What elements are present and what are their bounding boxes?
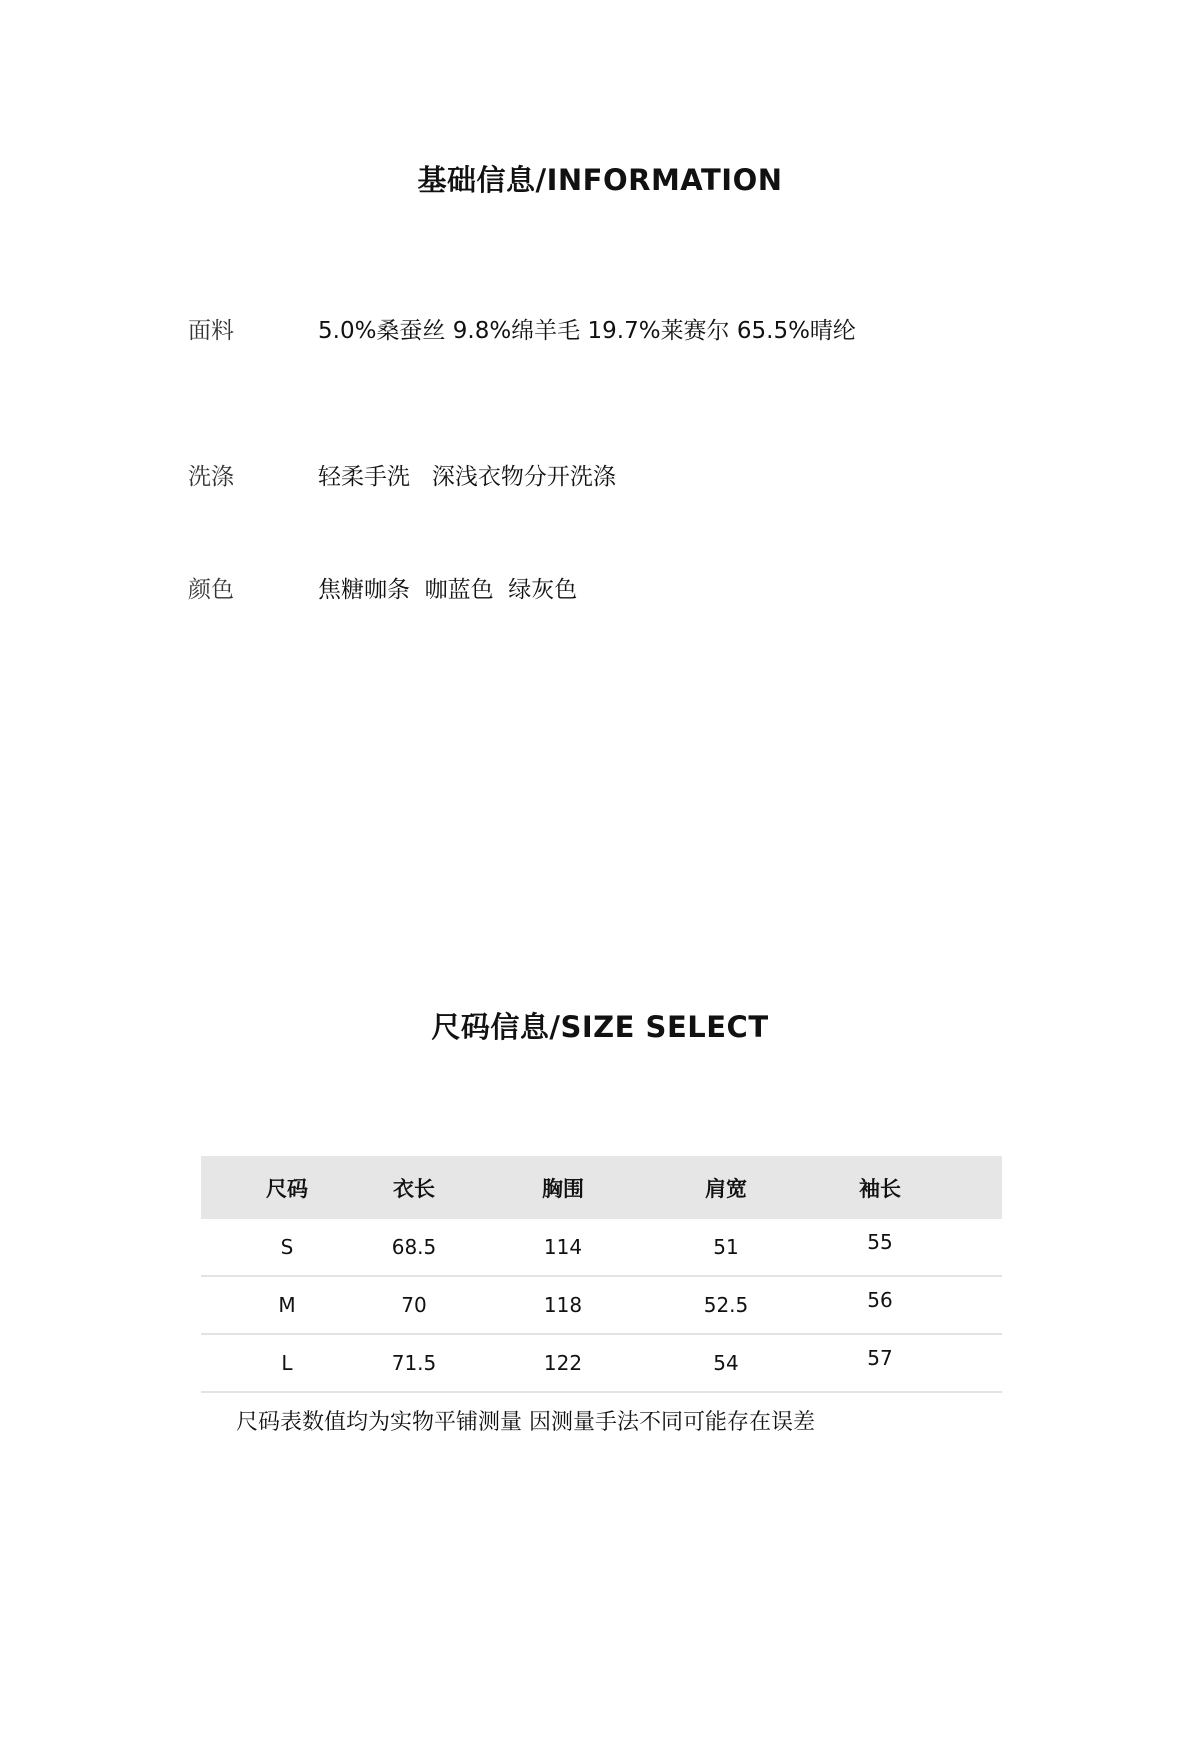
cell-chest: 114 <box>543 1235 583 1259</box>
header-sleeve: 袖长 <box>859 1176 901 1201</box>
header-chest: 胸围 <box>542 1176 584 1201</box>
cell-size: M <box>278 1293 296 1317</box>
cell-shoulder: 51 <box>713 1235 739 1259</box>
table-row <box>201 1219 1002 1277</box>
cell-sleeve: 57 <box>867 1346 893 1370</box>
table-row <box>201 1277 1002 1335</box>
cell-sleeve: 55 <box>867 1230 893 1254</box>
cell-sleeve: 56 <box>867 1288 893 1312</box>
cell-size: S <box>280 1235 294 1259</box>
color-label: 颜色 <box>188 577 234 603</box>
cell-chest: 122 <box>543 1351 583 1375</box>
size-note: 尺码表数值均为实物平铺测量 因测量手法不同可能存在误差 <box>236 1410 815 1435</box>
wash-label: 洗涤 <box>188 464 234 490</box>
size-section-title: 尺码信息/SIZE SELECT <box>431 1010 769 1044</box>
cell-shoulder: 52.5 <box>703 1293 749 1317</box>
fabric-value: 5.0%桑蚕丝 9.8%绵羊毛 19.7%莱赛尔 65.5%晴纶 <box>318 318 856 344</box>
cell-length: 70 <box>401 1293 427 1317</box>
header-shoulder: 肩宽 <box>705 1176 747 1201</box>
cell-size: L <box>281 1351 293 1375</box>
wash-row <box>188 458 616 491</box>
cell-length: 68.5 <box>391 1235 437 1259</box>
fabric-label: 面料 <box>188 318 234 344</box>
header-size: 尺码 <box>266 1176 308 1201</box>
size-table <box>201 1156 1002 1393</box>
header-length: 衣长 <box>393 1176 435 1201</box>
size-table-header <box>201 1156 1002 1219</box>
cell-chest: 118 <box>543 1293 583 1317</box>
cell-shoulder: 54 <box>713 1351 739 1375</box>
table-row <box>201 1335 1002 1393</box>
info-section-title: 基础信息/INFORMATION <box>417 163 783 197</box>
cell-length: 71.5 <box>391 1351 437 1375</box>
fabric-row <box>188 312 856 345</box>
color-row <box>188 571 577 604</box>
wash-value: 轻柔手洗 深浅衣物分开洗涤 <box>318 464 616 490</box>
color-value: 焦糖咖条 咖蓝色 绿灰色 <box>318 577 578 603</box>
